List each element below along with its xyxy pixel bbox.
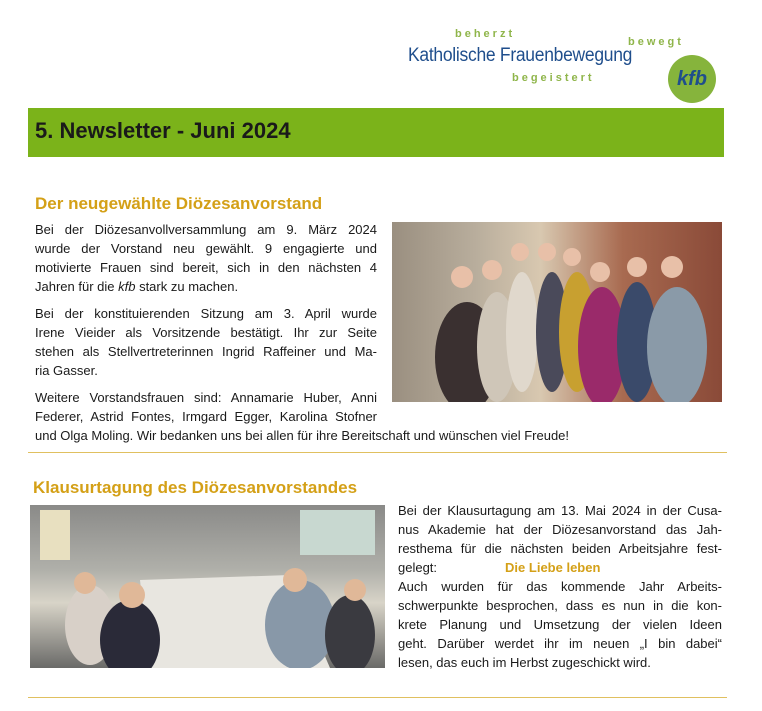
section2-heading: Klausurtagung des Diözesanvorstandes (33, 478, 358, 497)
text-line: nus Akademie hat der Diözesanvorstand das Jah- (398, 522, 722, 537)
text-line: wurde der Vorstand neu gewählt. 9 engagierte und (35, 241, 377, 256)
text-line: schwerpunkte besprochen, dass es nun in die kon- (398, 598, 722, 613)
text-line: krete Planung und Umsetzung der vielen Ideen (398, 617, 722, 632)
text-line: motivierte Frauen sind bereit, sich in den nächsten 4 (35, 260, 377, 275)
text-line: Auch wurden für das kommende Jahr Arbeits- (398, 579, 722, 594)
text-line: Jahren für die kfb stark zu machen. (35, 279, 239, 294)
text-line: und Olga Moling. Wir bedanken uns bei allen für ihre Bereitschaft und wünschen viel Freude! (35, 428, 570, 443)
text-line: stehen als Stellvertreterinnen Ingrid Raffeiner und Ma- (35, 344, 377, 359)
logo-tag-begeistert: begeistert (512, 72, 595, 84)
section-divider (28, 452, 727, 453)
logo-tag-beherzt: beherzt (455, 28, 516, 40)
logo-tag-bewegt: bewegt (628, 36, 684, 48)
text-line: gelegt: Die Liebe leben (398, 560, 601, 575)
annual-theme: Die Liebe leben (505, 560, 601, 575)
kfb-mark: kfb (668, 55, 716, 103)
logo-name: Katholische Frauenbewegung (408, 45, 633, 66)
section2-text (398, 501, 722, 672)
text-line: ria Gasser. (35, 363, 98, 378)
meeting-scene (30, 505, 385, 668)
text-line: resthema für die nächsten beiden Arbeitsjahre fest- (398, 541, 722, 556)
text-line: Bei der Klausurtagung am 13. Mai 2024 in der Cusa- (398, 503, 722, 518)
retreat-meeting-photo (30, 505, 385, 668)
section1-text (35, 220, 570, 445)
text-line: Weitere Vorstandsfrauen sind: Annamarie Huber, Anni (35, 390, 377, 405)
section1-heading: Der neugewählte Diözesanvorstand (35, 194, 323, 213)
board-group-photo (392, 222, 722, 402)
text-line: geht. Darüber werdet ihr im neuen „I bin dabei“ (398, 636, 722, 651)
page-title: 5. Newsletter - Juni 2024 (35, 118, 291, 143)
section-divider (28, 697, 727, 698)
text-line: Bei der Diözesanvollversammlung am 9. März 2024 (35, 222, 377, 237)
text-line: Federer, Astrid Fontes, Irmgard Egger, Karolina Stofner (35, 409, 377, 424)
group-figures (392, 222, 722, 402)
text-line: Bei der konstituierenden Sitzung am 3. April wurde (35, 306, 377, 321)
newsletter-banner (28, 108, 724, 157)
text-line: lesen, das euch im Herbst zugeschickt wird. (398, 655, 651, 670)
text-line: Irene Vieider als Vorsitzende bestätigt. Ihr zur Seite (35, 325, 377, 340)
